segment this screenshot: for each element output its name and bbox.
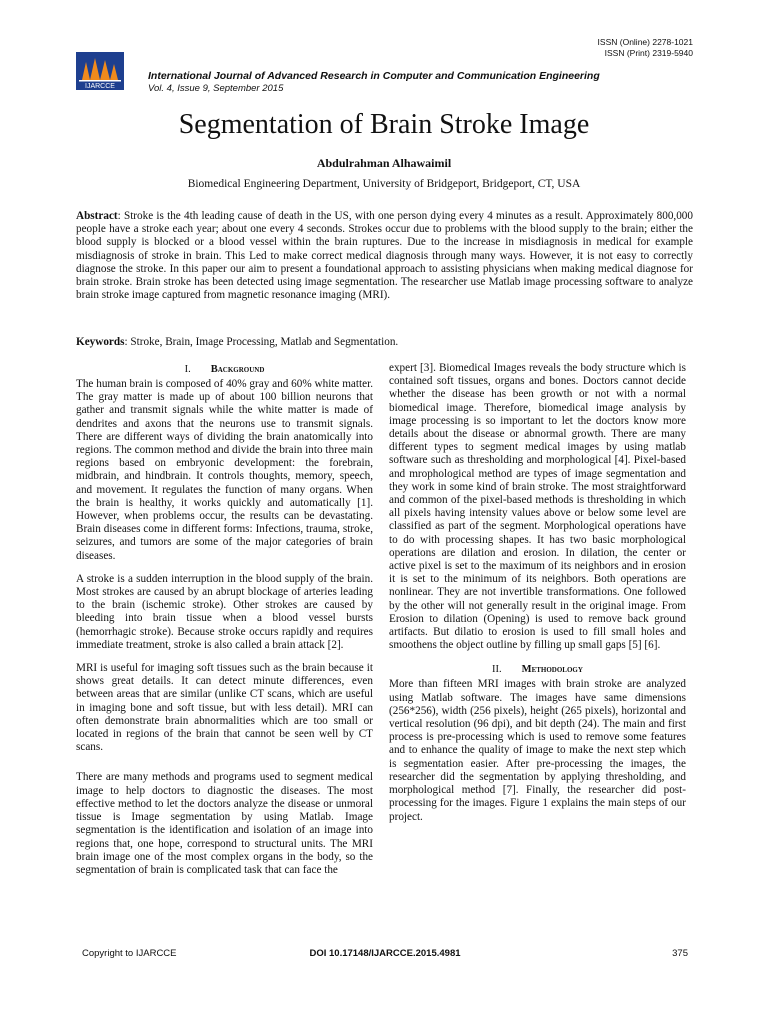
issn-online: ISSN (Online) 2278-1021 xyxy=(597,37,693,47)
paragraph: expert [3]. Biomedical Images reveals the body structure which is contained soft tissues, organs and bones. Doctors cannot decide whether the disease has been growth or not with a normal biomedical image. Therefore, biomedical image analysis by image processing is so important to let the doctors know more details about the disease or abnormal growth. There are many different types to segment medical images by using matlab software such as thresholding and morphological [4]. Pixel-based and mrophological method are types of image segmentation and they work in some kind of brain stroke. The most straightforward and common of the pixel-based methods is thresholding in which all pixels having intensity values above or below some level are classified as part of the segment. Morphological operations have to do with processing shapes. It has two basic morphological operations are dilation and erosion. In dilation, the center or active pixel is set to the maximum of its neighbors and in erosion it is set to the minimum of its neighbors. Both operations are nonlinear. They are not invertible transformations. One followed by the other will not generally result in the original image. From Erosion to dilation (Opening) is used to remove back ground artifacts. But dilatio to erosion is used to fill small holes and smoothens the object outline by filling up small gaps [5] [6]. xyxy=(389,362,686,652)
paper-affiliation: Biomedical Engineering Department, University of Bridgeport, Bridgeport, CT, USA xyxy=(187,178,581,190)
keywords-text: : Stroke, Brain, Image Processing, Matlab and Segmentation. xyxy=(124,336,399,348)
keywords-label: Keywords xyxy=(76,336,125,348)
section-number: II. xyxy=(492,664,502,676)
footer-copyright: Copyright to IJARCCE xyxy=(82,948,177,959)
paragraph: A stroke is a sudden interruption in the blood supply of the brain. Most strokes are caused by an abrupt blockage of arteries leading to the brain (ischemic stroke). Other strokes are caused by bleeding into brain tissue when a blood vessel bursts (hemorrhagic stroke). Because stroke occurs rapidly and requires immediate treatment, stroke is also called a brain attack [2]. xyxy=(76,572,373,651)
abstract-label: Abstract xyxy=(76,210,118,222)
section-heading-methodology xyxy=(389,662,686,678)
paragraph: The human brain is composed of 40% gray and 60% white matter. The gray matter is made up of about 100 billion neurons that gather and transmit signals while the white matter is made of dendrites and axons that the neurons use to transmit signals. There are different ways of dividing the brain anatomically into regions. The common method and divide the brain into three main regions based on embryonic development: the forebrain, midbrain, and hindbrain. It controls thoughts, memory, speech, and movement. It regulates the function of many organs. When the brain is healthy, it works quickly and automatically [1]. However, when problems occur, the results can be devastating. Brain diseases come in different forms: Infections, trauma, stroke, seizures, and tumors are some of the major categories of brain diseases. xyxy=(76,378,373,562)
right-column xyxy=(389,362,686,824)
paragraph: There are many methods and programs used to segment medical image to help doctors to diagnostic the diseases. The most effective method to let the doctors analyze the disease or unmoral tissue is Image segmentation by using Matlab. Image segmentation is the identification and isolation of an image into regions that, one hope, correspond to structural units. The MRI brain image one of the most complex organs in the body, so the segmentation of brain is complicated task that can face the xyxy=(76,771,373,876)
journal-logo xyxy=(76,52,124,90)
paragraph: MRI is useful for imaging soft tissues such as the brain because it shows great details. It can detect minute differences, even between areas that are similar (unlike CT scans, which are useful in imaging bone and soft tissue, but with less detail). MRI can often demonstrate brain abnormalities which are too small or located in regions of the brain that cannot be seen well by CT scans. xyxy=(76,662,373,754)
journal-name: International Journal of Advanced Research in Computer and Communication Engineering xyxy=(148,70,600,82)
journal-logo-icon xyxy=(76,52,124,90)
keywords xyxy=(76,336,693,349)
abstract-text: : Stroke is the 4th leading cause of death in the US, with one person dying every 4 minutes as a result. Approximately 800,000 people have a stroke each year; about one every 4 seconds. Strokes occur due to problems with the blood supply to the brain; either the blood supply is blocked or a blood vessel within the brain ruptures. Due to the increase in misdiagnosis in medical for example misdiagnosis of stroke in brain. This Led to make correct medical diagnosis through many ways. However, it is not easy to correctly diagnose the stroke. In this paper our aim to present a foundational approach to assisting physicians when making medical diagnose for brain stroke. Brain stroke has been detected using image segmentation. The researcher use Matlab image processing software to analyze brain stroke image captured from magnetic resonance imaging (MRI). xyxy=(76,210,693,302)
section-title: Background xyxy=(210,364,265,375)
paragraph: More than fifteen MRI images with brain stroke are analyzed using Matlab software. The images have same dimensions (256*256), width (256 pixels), height (265 pixels), horizontal and vertical resolution (96 dpi), and bit depth (24). The main and first process is pre-processing which is used to remove some features and to enhance the quality of image to make the next step which is segmentation easier. After pre-processing the images, the researcher did the segmentation by applying thresholding, and morphological method [7]. Finally, the researcher did post-processing for the images. Figure 1 explains the main steps of our project. xyxy=(389,678,686,823)
section-heading-background xyxy=(76,362,373,378)
footer-doi: DOI 10.17148/IJARCCE.2015.4981 xyxy=(309,948,461,959)
abstract xyxy=(76,210,693,302)
logo-text: IJARCCE xyxy=(85,83,115,90)
left-column xyxy=(76,362,373,877)
journal-volume: Vol. 4, Issue 9, September 2015 xyxy=(148,83,284,94)
section-title: Methodology xyxy=(521,664,583,676)
issn-block xyxy=(598,37,693,59)
paper-author: Abdulrahman Alhawaimil xyxy=(316,156,452,170)
issn-print: ISSN (Print) 2319-5940 xyxy=(604,48,693,58)
footer-page-number: 375 xyxy=(672,948,688,959)
paper-title: Segmentation of Brain Stroke Image xyxy=(178,109,590,140)
section-number: I. xyxy=(184,364,191,375)
